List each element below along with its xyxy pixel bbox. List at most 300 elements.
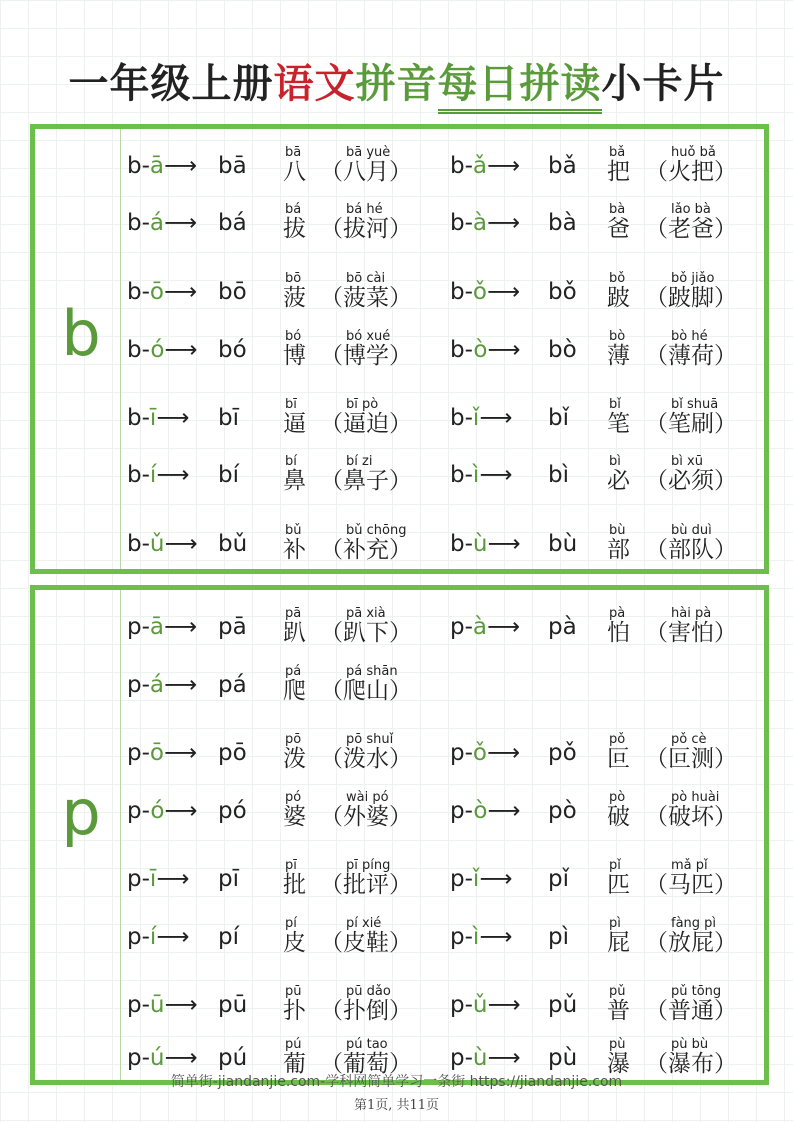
page-number: 第1页, 共11页 (353, 1098, 440, 1113)
initial: p (127, 924, 142, 950)
initial: b (450, 462, 465, 488)
character-pinyin: pò (609, 790, 626, 805)
final-vowel: ō (149, 740, 164, 766)
character-pinyin: bǒ (609, 271, 626, 286)
character-pinyin: bá (285, 202, 302, 217)
syllable: bī (218, 405, 239, 431)
spelling-formula: b-ī⟶ (127, 405, 190, 431)
initial: p (450, 866, 465, 892)
initial: b (127, 405, 142, 431)
arrow-icon: ⟶ (164, 337, 198, 363)
arrow-icon: ⟶ (479, 462, 513, 488)
arrow-icon: ⟶ (479, 924, 513, 950)
arrow-icon: ⟶ (164, 672, 198, 698)
word-pinyin: pū dǎo (346, 984, 391, 999)
final-vowel: ǎ (472, 153, 488, 179)
character-pinyin: bī (285, 397, 297, 412)
character (607, 858, 630, 899)
syllable: bǒ (548, 279, 577, 305)
character-pinyin: bó (285, 329, 302, 344)
final-vowel: ā (149, 153, 165, 179)
character-pinyin: pǔ (609, 984, 626, 999)
arrow-icon: ⟶ (156, 405, 190, 431)
syllable: pì (548, 924, 569, 950)
word-pinyin: bō cài (346, 271, 386, 286)
initial: b (450, 279, 465, 305)
character-pinyin: pù (609, 1037, 626, 1052)
initial: p (127, 672, 142, 698)
word (645, 858, 737, 899)
character-pinyin: pà (609, 606, 626, 621)
final-vowel: ó (150, 337, 165, 363)
arrow-icon: ⟶ (164, 992, 198, 1018)
final-vowel: ì (472, 924, 480, 950)
word (645, 732, 737, 773)
character-pinyin: pú (285, 1037, 302, 1052)
character-pinyin: pī (285, 858, 297, 873)
word-pinyin: bá hé (346, 202, 383, 217)
final-vowel: à (472, 210, 488, 236)
watermark: 简单街-jiandanjie.com-学科网简单学习一条街 https://jiandanjie.com (170, 1074, 623, 1090)
character-text: 逼 (283, 411, 306, 437)
initial: b (450, 153, 465, 179)
word-pinyin: pá shān (346, 664, 398, 679)
word-text: （叵测） (645, 746, 737, 772)
word-text: （笔刷） (645, 411, 737, 437)
title-part: 拼音 (355, 60, 438, 107)
final-vowel: ǔ (472, 992, 488, 1018)
word-pinyin: huǒ bǎ (671, 145, 716, 160)
character-pinyin: pó (285, 790, 302, 805)
final-vowel: ǐ (472, 405, 480, 431)
word (645, 523, 737, 564)
arrow-icon: ⟶ (164, 614, 198, 640)
initial: p (127, 866, 142, 892)
character-text: 匹 (607, 872, 630, 898)
word-text: （博学） (320, 343, 412, 369)
word-pinyin: bò hé (671, 329, 708, 344)
final-vowel: í (149, 924, 157, 950)
character (607, 606, 630, 647)
initial: p (450, 740, 465, 766)
initial: p (450, 798, 465, 824)
word-text: （瀑布） (645, 1051, 737, 1077)
word-pinyin: bā yuè (346, 145, 391, 160)
pinyin-entry (35, 788, 755, 828)
pinyin-entry (35, 1035, 755, 1075)
word-pinyin: bǒ jiǎo (671, 271, 715, 286)
arrow-icon: ⟶ (479, 405, 513, 431)
pinyin-entry (35, 604, 755, 644)
character-pinyin: bǎ (609, 145, 626, 160)
arrow-icon: ⟶ (479, 866, 513, 892)
final-vowel: ī (149, 866, 157, 892)
character-pinyin: pā (285, 606, 302, 621)
initial: b (127, 462, 142, 488)
word-text: （批评） (320, 872, 412, 898)
syllable: pà (548, 614, 577, 640)
initial: p (450, 992, 465, 1018)
arrow-icon: ⟶ (487, 1045, 521, 1071)
final-vowel: ò (473, 798, 488, 824)
syllable: pā (218, 614, 247, 640)
word-text: （拔河） (320, 216, 412, 242)
spelling-formula: b-ǎ⟶ (450, 153, 521, 179)
character-text: 爸 (607, 216, 630, 242)
word-pinyin: bù duì (671, 523, 712, 538)
final-vowel: í (149, 462, 157, 488)
character (607, 790, 630, 831)
word-text: （放屁） (645, 930, 737, 956)
arrow-icon: ⟶ (487, 337, 521, 363)
word (645, 790, 737, 831)
final-vowel: ó (150, 798, 165, 824)
arrow-icon: ⟶ (164, 531, 198, 557)
character-text: 扑 (283, 998, 306, 1024)
word-text: （必须） (645, 468, 737, 494)
spelling-formula: p-ú⟶ (127, 1045, 198, 1071)
syllable: pó (218, 798, 247, 824)
word-text: （八月） (320, 159, 412, 185)
arrow-icon: ⟶ (164, 798, 198, 824)
initial: p (450, 924, 465, 950)
character-text: 部 (607, 537, 630, 563)
word-text: （部队） (645, 537, 737, 563)
word-text: （皮鞋） (320, 930, 412, 956)
word-text: （葡萄） (320, 1051, 412, 1077)
spelling-formula: b-ǐ⟶ (450, 405, 513, 431)
character-text: 拔 (283, 216, 306, 242)
word-text: （鼻子） (320, 468, 412, 494)
syllable: bì (548, 462, 569, 488)
title-part: 语文 (273, 60, 356, 107)
word (645, 145, 737, 186)
syllable: bǐ (548, 405, 569, 431)
character-text: 怕 (607, 620, 630, 646)
word-pinyin: pā xià (346, 606, 386, 621)
character (607, 397, 630, 438)
title-part: 小卡片 (601, 60, 725, 107)
word-pinyin: wài pó (346, 790, 389, 805)
character (607, 271, 630, 312)
character-text: 泼 (283, 746, 306, 772)
initial: b (450, 531, 465, 557)
arrow-icon: ⟶ (164, 210, 198, 236)
spelling-formula: p-ā⟶ (127, 614, 198, 640)
word (645, 916, 737, 957)
word-pinyin: mǎ pǐ (671, 858, 708, 873)
character-pinyin: bí (285, 454, 297, 469)
character (607, 732, 630, 773)
syllable: pī (218, 866, 239, 892)
character-pinyin: bō (285, 271, 302, 286)
final-vowel: ǔ (149, 531, 165, 557)
word-pinyin: bī pò (346, 397, 379, 412)
word-text: （泼水） (320, 746, 412, 772)
final-vowel: ò (473, 337, 488, 363)
word-pinyin: pò huài (671, 790, 720, 805)
word-pinyin: bó xué (346, 329, 391, 344)
syllable: bà (548, 210, 577, 236)
character-text: 瀑 (607, 1051, 630, 1077)
word-pinyin: bì xū (671, 454, 703, 469)
syllable: bǔ (218, 531, 248, 557)
character-text: 鼻 (283, 468, 306, 494)
pinyin-entry (35, 143, 755, 183)
pinyin-entry (35, 662, 755, 702)
word-text: （害怕） (645, 620, 737, 646)
initial: b (450, 337, 465, 363)
character-pinyin: pō (285, 732, 302, 747)
final-vowel: ā (149, 614, 165, 640)
character-text: 批 (283, 872, 306, 898)
syllable: pá (218, 672, 247, 698)
character (607, 202, 630, 243)
syllable: pù (548, 1045, 578, 1071)
word-text: （火把） (645, 159, 737, 185)
character-text: 皮 (283, 930, 306, 956)
word-pinyin: pú tao (346, 1037, 388, 1052)
initial: b (127, 531, 142, 557)
word-text: （趴下） (320, 620, 412, 646)
word (645, 329, 737, 370)
character (607, 145, 630, 186)
final-vowel: ī (149, 405, 157, 431)
spelling-formula: p-ō⟶ (127, 740, 197, 766)
arrow-icon: ⟶ (156, 866, 190, 892)
spelling-formula: b-ō⟶ (127, 279, 197, 305)
arrow-icon: ⟶ (164, 153, 198, 179)
syllable: bò (548, 337, 577, 363)
arrow-icon: ⟶ (487, 531, 521, 557)
spelling-formula: p-ǒ⟶ (450, 740, 520, 766)
syllable: pū (218, 992, 248, 1018)
final-vowel: ù (472, 1045, 488, 1071)
arrow-icon: ⟶ (487, 798, 521, 824)
final-vowel: ǒ (472, 279, 487, 305)
character-text: 把 (607, 159, 630, 185)
pinyin-entry (35, 856, 755, 896)
initial: b (127, 210, 142, 236)
final-vowel: ǐ (472, 866, 480, 892)
character-text: 菠 (283, 285, 306, 311)
final-vowel: ú (149, 1045, 165, 1071)
initial: p (450, 614, 465, 640)
final-vowel: ū (149, 992, 165, 1018)
spelling-formula: p-á⟶ (127, 672, 198, 698)
card-b (30, 124, 769, 574)
initial: p (127, 1045, 142, 1071)
word-text: （跛脚） (645, 285, 737, 311)
arrow-icon: ⟶ (487, 740, 520, 766)
character-text: 补 (283, 537, 306, 563)
spelling-formula: b-ù⟶ (450, 531, 521, 557)
syllable: bǎ (548, 153, 577, 179)
syllable: bó (218, 337, 247, 363)
pinyin-entry (35, 982, 755, 1022)
word (645, 202, 737, 243)
initial: b (450, 405, 465, 431)
spelling-formula: b-ì⟶ (450, 462, 513, 488)
character-pinyin: bì (609, 454, 621, 469)
syllable: bá (218, 210, 247, 236)
character-pinyin: pū (285, 984, 302, 999)
character-pinyin: bò (609, 329, 626, 344)
spelling-formula: b-ó⟶ (127, 337, 198, 363)
spelling-formula: p-ì⟶ (450, 924, 513, 950)
spelling-formula: p-ù⟶ (450, 1045, 521, 1071)
word-pinyin: pī píng (346, 858, 391, 873)
pinyin-entry (35, 730, 755, 770)
character (607, 916, 630, 957)
character-pinyin: bǐ (609, 397, 621, 412)
character-pinyin: bǔ (285, 523, 302, 538)
final-vowel: ǒ (472, 740, 487, 766)
character-pinyin: pǒ (609, 732, 626, 747)
arrow-icon: ⟶ (487, 153, 521, 179)
character-pinyin: bà (609, 202, 626, 217)
character-pinyin: pǐ (609, 858, 621, 873)
word-text: （爬山） (320, 678, 412, 704)
spelling-formula: p-í⟶ (127, 924, 190, 950)
word-pinyin: bǔ chōng (346, 523, 407, 538)
character-pinyin: bù (609, 523, 626, 538)
final-vowel: á (149, 672, 165, 698)
syllable: bā (218, 153, 247, 179)
word-pinyin: pǒ cè (671, 732, 707, 747)
initial-letter: p (61, 776, 101, 849)
word-pinyin: pǔ tōng (671, 984, 722, 999)
word-pinyin: pō shuǐ (346, 732, 394, 747)
page-title (0, 52, 793, 109)
arrow-icon: ⟶ (487, 210, 521, 236)
spelling-formula: p-à⟶ (450, 614, 521, 640)
final-vowel: á (149, 210, 165, 236)
word-text: （马匹） (645, 872, 737, 898)
character-text: 薄 (607, 343, 630, 369)
initial: p (127, 992, 142, 1018)
character-pinyin: pí (285, 916, 297, 931)
arrow-icon: ⟶ (164, 1045, 198, 1071)
character-pinyin: pì (609, 916, 621, 931)
character-text: 葡 (283, 1051, 306, 1077)
pinyin-entry (35, 327, 755, 367)
word-pinyin: bí zi (346, 454, 373, 469)
spelling-formula: p-ǐ⟶ (450, 866, 513, 892)
word-text: （外婆） (320, 804, 412, 830)
pinyin-entry (35, 395, 755, 435)
word-pinyin: lǎo bà (671, 202, 711, 217)
character-text: 八 (283, 159, 306, 185)
spelling-formula: b-ò⟶ (450, 337, 521, 363)
initial: b (127, 279, 142, 305)
spelling-formula: b-ǔ⟶ (127, 531, 198, 557)
initial: b (450, 210, 465, 236)
character (607, 523, 630, 564)
word (645, 606, 737, 647)
word-text: （补充） (320, 537, 412, 563)
syllable: bō (218, 279, 247, 305)
word-text: （老爸） (645, 216, 737, 242)
pinyin-entry (35, 200, 755, 240)
character-text: 婆 (283, 804, 306, 830)
character-pinyin: bā (285, 145, 302, 160)
arrow-icon: ⟶ (164, 279, 197, 305)
character-text: 跛 (607, 285, 630, 311)
syllable: pí (218, 924, 239, 950)
word-pinyin: fàng pì (671, 916, 717, 931)
syllable: pǔ (548, 992, 578, 1018)
arrow-icon: ⟶ (164, 740, 197, 766)
spelling-formula: p-ǔ⟶ (450, 992, 521, 1018)
syllable: pǐ (548, 866, 569, 892)
syllable: pō (218, 740, 247, 766)
initial: p (127, 614, 142, 640)
character (607, 329, 630, 370)
pinyin-entry (35, 269, 755, 309)
pinyin-entry (35, 452, 755, 492)
spelling-formula: b-ǒ⟶ (450, 279, 520, 305)
character-text: 笔 (607, 411, 630, 437)
spelling-formula: p-ó⟶ (127, 798, 198, 824)
spelling-formula: p-ū⟶ (127, 992, 198, 1018)
initial-letter: b (61, 297, 101, 370)
spelling-formula: b-à⟶ (450, 210, 521, 236)
initial: p (127, 798, 142, 824)
word (645, 271, 737, 312)
character (607, 984, 630, 1025)
word-pinyin: pí xié (346, 916, 382, 931)
word-text: （薄荷） (645, 343, 737, 369)
card-p (30, 585, 769, 1085)
character (283, 664, 306, 705)
word (645, 984, 737, 1025)
word-text: （菠菜） (320, 285, 412, 311)
character-text: 趴 (283, 620, 306, 646)
initial: p (450, 1045, 465, 1071)
syllable: pǒ (548, 740, 577, 766)
character-text: 爬 (283, 678, 306, 704)
arrow-icon: ⟶ (487, 279, 520, 305)
pinyin-entry (35, 521, 755, 561)
initial: b (127, 153, 142, 179)
word-text: （破坏） (645, 804, 737, 830)
syllable: bí (218, 462, 239, 488)
arrow-icon: ⟶ (487, 992, 521, 1018)
final-vowel: ō (149, 279, 164, 305)
word (645, 454, 737, 495)
character-text: 必 (607, 468, 630, 494)
final-vowel: ù (472, 531, 488, 557)
syllable: bù (548, 531, 578, 557)
arrow-icon: ⟶ (156, 924, 190, 950)
spelling-formula: p-ò⟶ (450, 798, 521, 824)
word (320, 664, 412, 705)
arrow-icon: ⟶ (156, 462, 190, 488)
initial: b (127, 337, 142, 363)
word (645, 397, 737, 438)
final-vowel: à (472, 614, 488, 640)
word-pinyin: hài pà (671, 606, 712, 621)
character-text: 普 (607, 998, 630, 1024)
character-text: 屁 (607, 930, 630, 956)
spelling-formula: b-ā⟶ (127, 153, 198, 179)
word-text: （扑倒） (320, 998, 412, 1024)
pinyin-entry (35, 914, 755, 954)
character-text: 博 (283, 343, 306, 369)
word-pinyin: bǐ shuā (671, 397, 719, 412)
syllable: pò (548, 798, 577, 824)
